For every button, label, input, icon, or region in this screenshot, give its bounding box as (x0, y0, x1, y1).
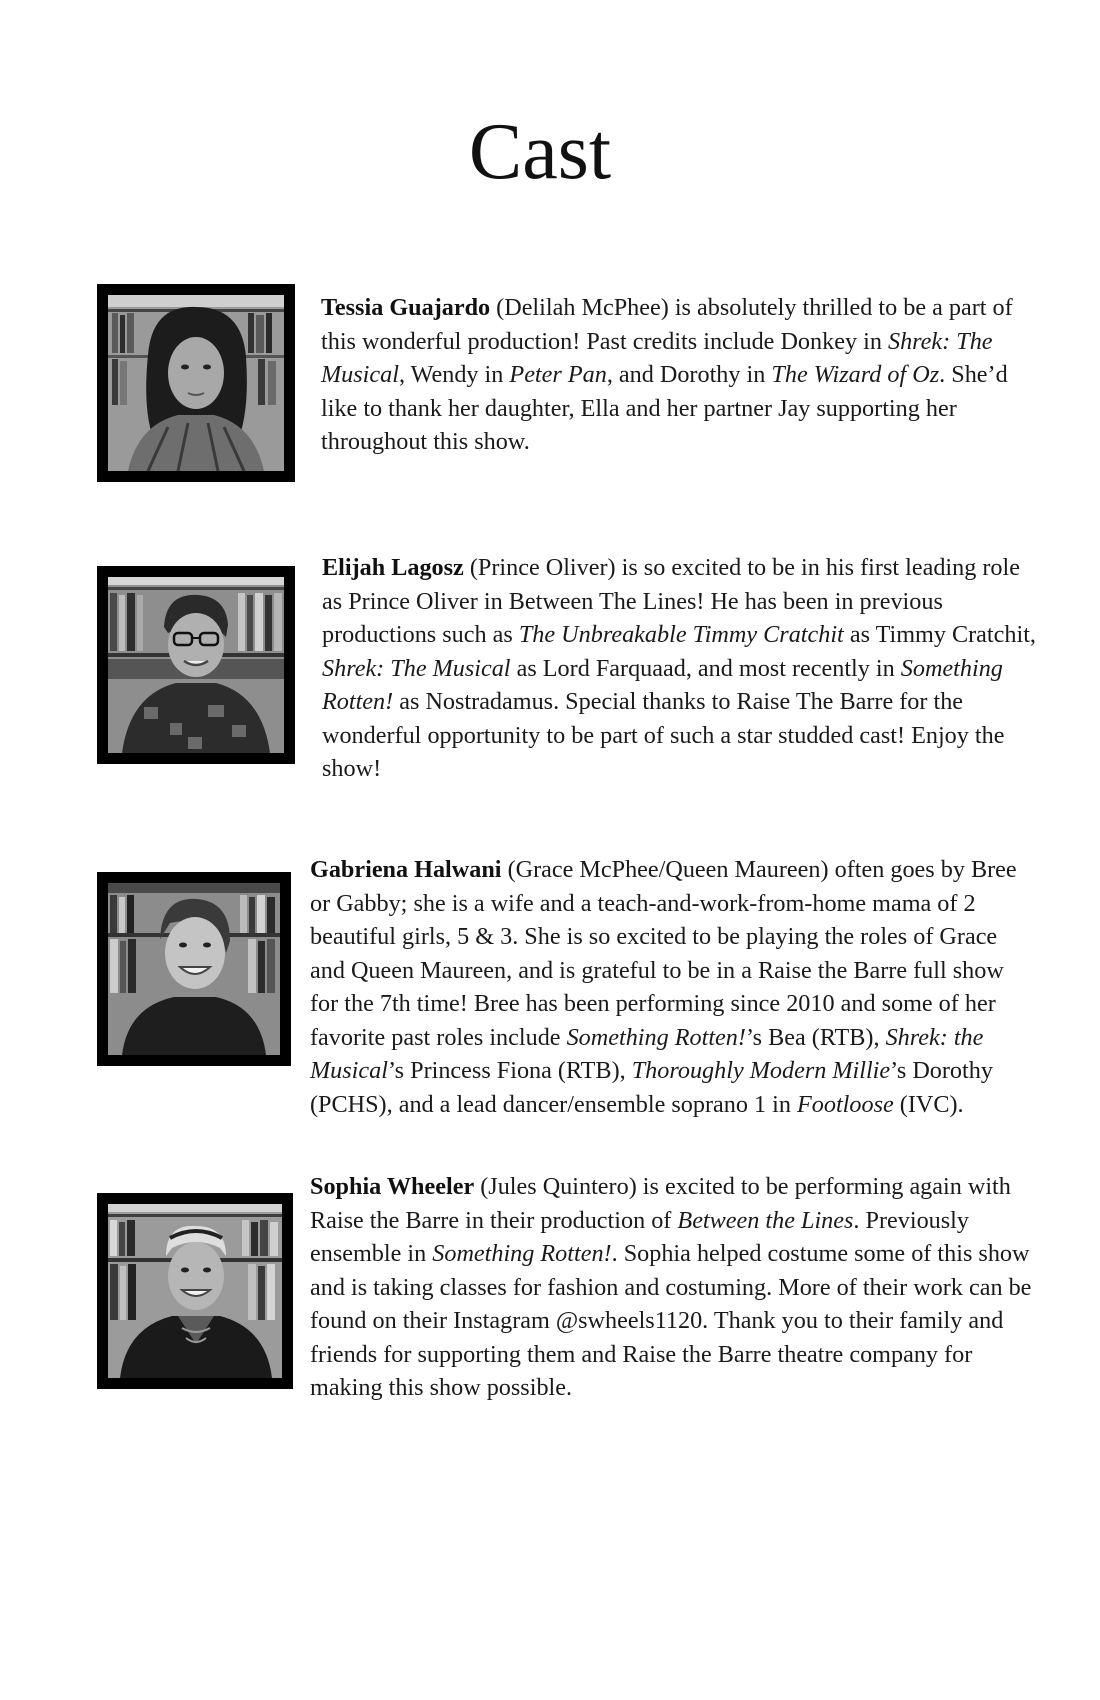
cast-photo-elijah-lagosz (97, 566, 295, 764)
bio-text: (Grace McPhee/Queen Maureen) often goes by Bree or Gabby; she is a wife and a teach-and-work-from-home mama of 2 beautiful girls, 5 & 3. She is so excited to be playing the roles of Grace and Queen Maureen, and is grateful to be in a Raise the Barre full show for the 7th time! Bree has been performing since 2010 and some of her favorite past roles include (310, 856, 1017, 1051)
bio-text: ’s Bea (RTB), (745, 1023, 886, 1051)
cast-member-name: Gabriena Halwani (310, 856, 502, 883)
production-title: The Unbreakable Timmy Cratchit (518, 621, 844, 648)
production-title: Something Rotten! (322, 654, 1003, 715)
production-title: The Wizard of Oz (771, 361, 940, 388)
bio-text: (Prince Oliver) is so excited to be in his first leading role as Prince Oliver in Between The Lines! He has been in previous productions such as (322, 554, 1020, 648)
bio-text: . She’d like to thank her daughter, Ella and her partner Jay supporting her throughout this show. (321, 361, 1008, 455)
production-title: Shrek: The Musical (322, 654, 511, 682)
cast-photo-gabriena-halwani (97, 872, 291, 1066)
headshot-image (108, 295, 284, 471)
cast-photo-sophia-wheeler (97, 1193, 293, 1389)
bio-text: as Lord Farquaad, and most recently in (510, 654, 901, 682)
bio-text: . Sophia helped costume some of this show and is taking classes for fashion and costuming. More of their work can be found on their Instagram @swheels1120. Thank you to their family and friends for supporting them and Raise the Barre theatre company for making this show possible. (310, 1240, 1032, 1401)
production-title: Shrek: the Musical (310, 1023, 984, 1084)
page-title: Cast (468, 108, 612, 196)
cast-bio-sophia-wheeler (310, 1170, 1038, 1405)
bio-text: as Timmy Cratchit, (843, 621, 1036, 648)
production-title: Shrek: The Musical (321, 327, 993, 388)
bio-text: (Jules Quintero) is excited to be performing again with Raise the Barre in their production of (310, 1173, 1011, 1234)
bio-text: ’s Dorothy (PCHS), and a lead dancer/ensemble soprano 1 in (310, 1057, 993, 1118)
bio-text: as Nostradamus. Special thanks to Raise The Barre for the wonderful opportunity to be part of such a star studded cast! Enjoy the show! (322, 688, 1005, 782)
cast-bio-elijah-lagosz (322, 551, 1036, 786)
production-title: Footloose (796, 1090, 894, 1118)
bio-text: (IVC). (893, 1090, 964, 1118)
cast-photo-tessia-guajardo (97, 284, 295, 482)
cast-member-name: Elijah Lagosz (322, 554, 464, 581)
cast-member-name: Sophia Wheeler (310, 1173, 475, 1200)
headshot-image (108, 577, 284, 753)
cast-member-name: Tessia Guajardo (321, 294, 491, 321)
production-title: Peter Pan (509, 361, 607, 388)
production-title: Something Rotten! (566, 1023, 746, 1051)
headshot-image (108, 883, 280, 1055)
bio-text: . Previously ensemble in (310, 1206, 969, 1267)
bio-text: ’s Princess Fiona (RTB), (387, 1057, 632, 1084)
bio-text: , and Dorothy in (606, 361, 772, 388)
production-title: Thoroughly Modern Millie (631, 1057, 891, 1084)
bio-text: (Delilah McPhee) is absolutely thrilled to be a part of this wonderful production! Past credits include Donkey in (321, 294, 1013, 355)
production-title: Something Rotten! (432, 1240, 612, 1267)
cast-bio-gabriena-halwani (310, 853, 1038, 1121)
bio-text: , Wendy in (398, 361, 510, 388)
headshot-image (108, 1204, 282, 1378)
cast-bio-tessia-guajardo (321, 291, 1037, 459)
production-title: Between the Lines (677, 1206, 854, 1234)
